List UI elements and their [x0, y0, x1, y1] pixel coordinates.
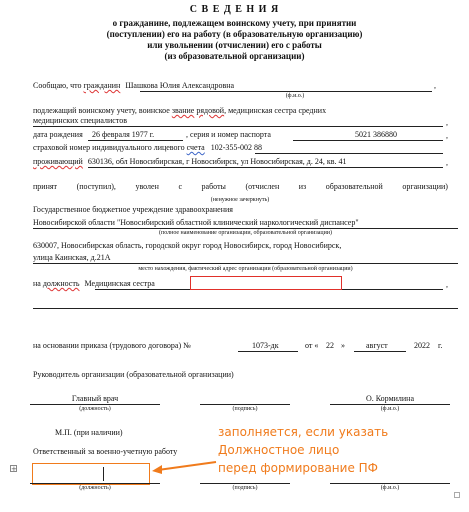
order-from: от « [305, 341, 319, 350]
document-title: С В Е Д Е Н И Я [189, 4, 280, 15]
strike-through-label: (ненужное зачеркнуть) [210, 197, 270, 203]
position-value: Медицинская сестра [84, 279, 155, 288]
org-name-line-1: Государственное бюджетное учреждение здравоохранения [33, 205, 233, 214]
status-word: с [178, 182, 182, 191]
subtitle-line-2: (поступлении) его на работу (в образовательную организацию) [106, 29, 363, 39]
position-highlight-box [190, 276, 342, 290]
head-position: Главный врач [71, 394, 119, 403]
status-word: уволен [135, 182, 159, 191]
signature-label: (подпись) [232, 406, 258, 412]
comma: , [446, 131, 448, 140]
row-citizen [33, 81, 234, 91]
snils-value: 102-355-002 88 [210, 143, 263, 152]
annotation-arrow-icon [150, 456, 220, 476]
order-day: 22 [326, 341, 334, 350]
rank-text-3: медицинских специалистов [33, 116, 127, 125]
order-month-underline [354, 351, 406, 352]
row-position [33, 279, 155, 289]
status-word: работы [201, 182, 226, 191]
comma: , [446, 280, 448, 289]
birth-underline [88, 140, 183, 141]
table-move-handle-icon[interactable]: + [11, 465, 17, 473]
table-resize-handle[interactable] [454, 492, 460, 498]
comma: , [446, 158, 448, 167]
position-label: (должность) [79, 406, 111, 412]
status-word: образовательной [325, 182, 383, 191]
address-label: проживающий [33, 157, 83, 166]
order-number: 1073-дк [252, 341, 279, 350]
rank-text: подлежащий воинскому учету, воинское [33, 106, 170, 115]
org-address-underline [33, 263, 458, 264]
subtitle-line-1: о гражданине, подлежащем воинскому учету, при принятии [112, 18, 357, 28]
snils-label: страховой номер индивидуального лицевого [33, 143, 185, 152]
comma: , [446, 118, 448, 127]
head-name: О. Кормилина [365, 394, 415, 403]
status-word: (поступил), [76, 182, 116, 191]
stamp-label: М.П. (при наличии) [55, 428, 123, 437]
fio-label: (ф.и.о.) [380, 485, 400, 491]
rank-underline [33, 126, 443, 127]
position-prefix: на [33, 279, 41, 288]
responsible-position-highlight-box [32, 463, 150, 485]
blank-line [33, 308, 458, 309]
signature-label: (подпись) [232, 485, 258, 491]
address-underline [88, 167, 443, 168]
passport-label: , серия и номер паспорта [186, 130, 271, 139]
fio-label: (ф.и.о.) [380, 406, 400, 412]
citizen-name: Шашкова Юлия Александровна [125, 81, 235, 90]
order-year: 2022 [414, 341, 430, 350]
comma: , [434, 81, 436, 90]
birth-date-value: 26 февраля 1977 г. [92, 130, 155, 139]
snils-underline [255, 153, 443, 154]
responsible-label: Ответственный за военно-учетную работу [33, 447, 178, 456]
subtitle-line-3: или увольнении (отчислении) его с работы [147, 40, 322, 50]
passport-underline [293, 140, 443, 141]
row-address [33, 157, 347, 167]
position-word: должность [42, 279, 80, 288]
status-word: из [298, 182, 307, 191]
text-cursor [103, 467, 104, 481]
schet-word: счета [186, 143, 205, 152]
order-number-underline [238, 351, 298, 352]
address-value: 630136, обл Новосибирская, г Новосибирск, ул Новосибирская, д. 24, кв. 41 [87, 157, 347, 166]
annotation-line-2: Должностное лицо [218, 443, 340, 457]
citizen-prefix: Сообщаю, что [33, 81, 82, 90]
order-label: на основании приказа (трудового договора) № [33, 341, 191, 350]
head-label: Руководитель организации (образовательной организации) [33, 370, 234, 379]
annotation-line-3: перед формирование ПФ [218, 461, 378, 475]
org-name-line-2: Новосибирской области "Новосибирский областной клинический наркологический диспансер" [33, 218, 359, 227]
org-address-label: место нахождения, фактический адрес организации (образовательной организации) [138, 266, 353, 272]
rank-text-2: , медицинская сестра средних [224, 106, 327, 115]
order-quote: » [341, 341, 345, 350]
org-address-line-2: улица Каинская, д.21А [33, 253, 111, 262]
position-label: (должность) [79, 485, 111, 491]
status-word: (отчислен [245, 182, 280, 191]
subtitle-line-4: (из образовательной организации) [164, 51, 305, 61]
zvanie-word: звание [171, 106, 195, 115]
rank-value: рядовой [196, 106, 225, 115]
birth-date-label: дата рождения [33, 130, 83, 139]
order-year-suffix: г. [438, 341, 443, 350]
order-month: август [366, 341, 388, 350]
status-word: организации) [402, 182, 448, 191]
row-rank [33, 106, 326, 116]
citizen-word: гражданин [83, 81, 121, 90]
status-word: принят [33, 182, 58, 191]
row-hired-status [33, 182, 448, 192]
row-snils [33, 143, 262, 153]
fio-label: (ф.и.о.) [285, 93, 305, 99]
org-name-label: (полное наименование организации, образовательной организации) [158, 230, 332, 236]
passport-number: 5021 386880 [355, 130, 397, 139]
annotation-line-1: заполняется, если указать [218, 425, 389, 439]
org-address-line-1: 630007, Новосибирская область, городской округ город Новосибирск, город Новосибирск, [33, 241, 342, 250]
